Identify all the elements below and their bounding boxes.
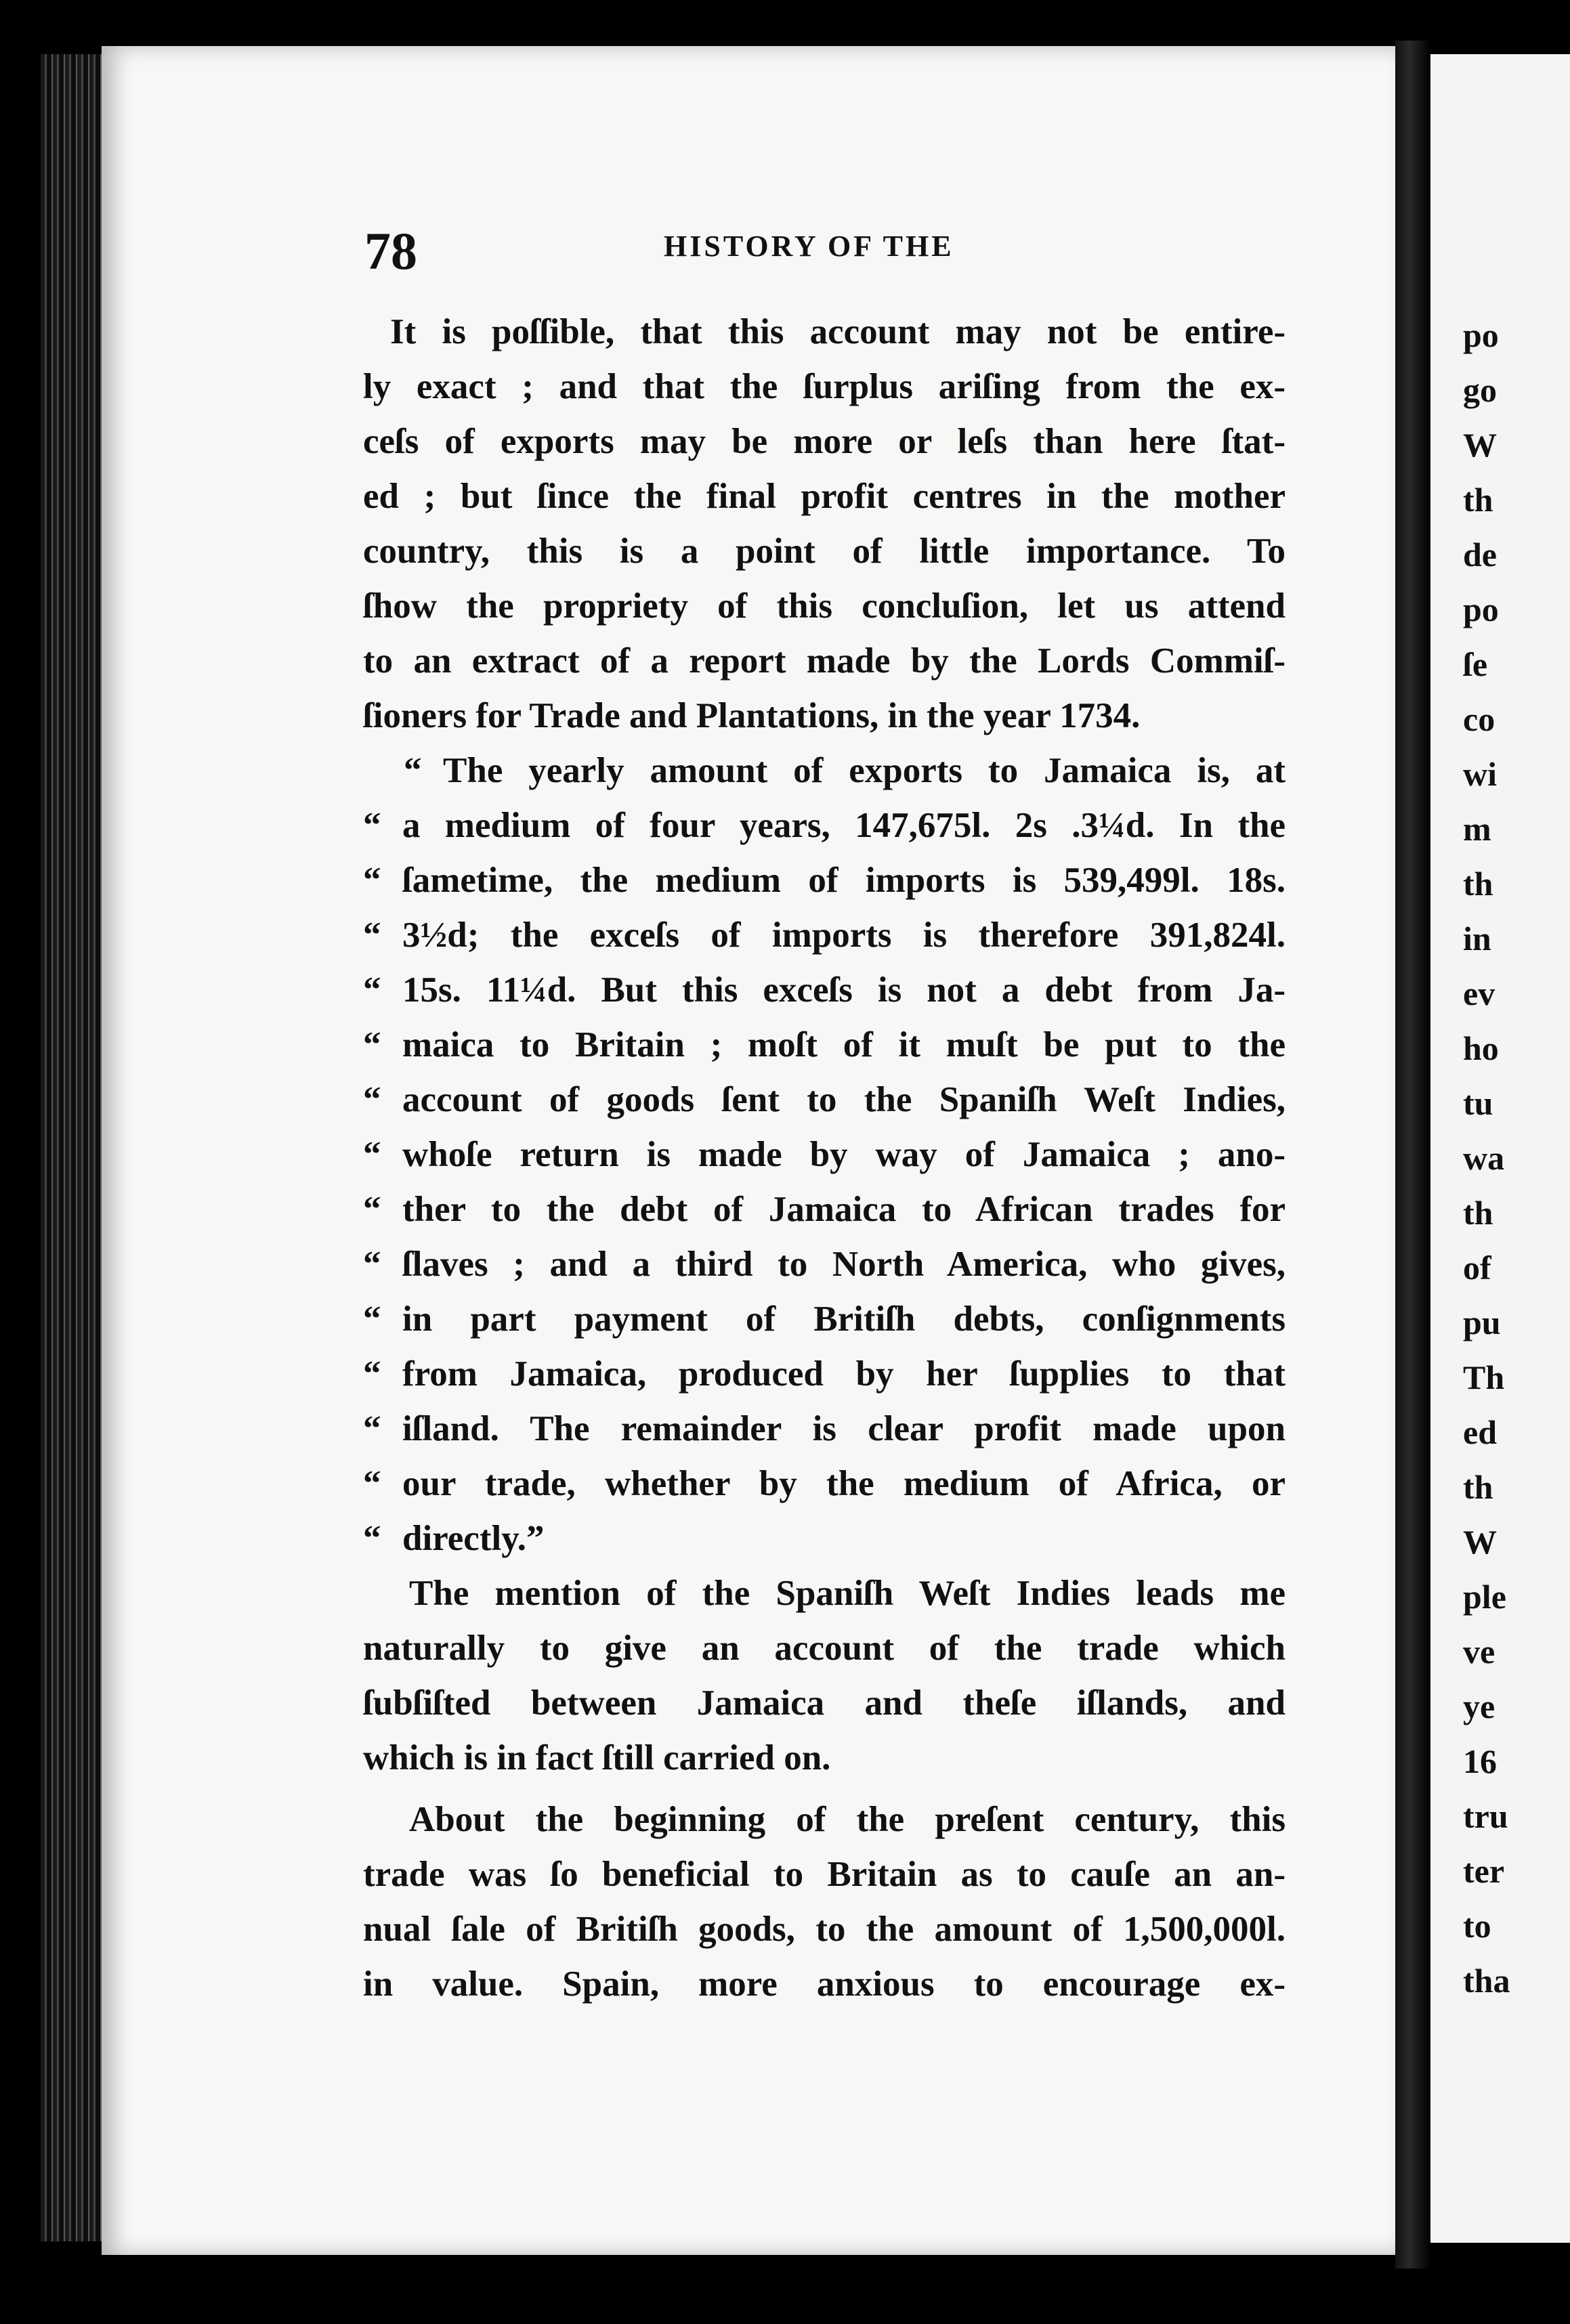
text-line: ed ; but ſince the final profit centres in the mother bbox=[363, 477, 1286, 516]
quote-mark: “ bbox=[363, 1190, 381, 1229]
facing-page-fragment: ho bbox=[1463, 1029, 1499, 1067]
quote-mark: “ bbox=[363, 806, 381, 845]
facing-page-fragment: of bbox=[1463, 1249, 1491, 1287]
quote-line: “ in part payment of Britiſh debts, conſignments bbox=[363, 1295, 1286, 1343]
quote-line: “ maica to Britain ; moſt of it muſt be put to the bbox=[363, 1021, 1286, 1069]
facing-page-fragment: W bbox=[1463, 1523, 1497, 1561]
facing-page-fragment: ye bbox=[1463, 1687, 1495, 1725]
quote-line: “ iſland. The remainder is clear profit made upon bbox=[363, 1405, 1286, 1452]
text-line: ſhow the propriety of this concluſion, let us attend bbox=[363, 586, 1286, 626]
page-number: 78 bbox=[364, 221, 417, 280]
facing-page-fragment: ſe bbox=[1463, 645, 1488, 683]
facing-page-fragment: 16 bbox=[1463, 1742, 1497, 1780]
quote-mark: “ bbox=[363, 1464, 381, 1503]
quote-line: “ The yearly amount of exports to Jamaica is, at bbox=[404, 747, 1286, 794]
facing-page-fragment: m bbox=[1463, 810, 1491, 848]
facing-page-fragment: po bbox=[1463, 316, 1499, 354]
facing-page-fragment: de bbox=[1463, 536, 1497, 574]
text-line: in value. Spain, more anxious to encourage ex- bbox=[363, 1964, 1286, 2004]
quote-mark: “ bbox=[363, 1245, 381, 1284]
quote-line: “ 3½d; the exceſs of imports is therefore 391,824l. bbox=[363, 911, 1286, 959]
running-head: HISTORY OF THE bbox=[664, 230, 954, 263]
facing-page-fragment: ple bbox=[1463, 1578, 1506, 1616]
quote-mark: “ bbox=[363, 1135, 381, 1174]
quote-mark: “ bbox=[363, 1409, 381, 1448]
facing-page-fragment: ter bbox=[1463, 1852, 1505, 1890]
quote-line: “ account of goods ſent to the Spaniſh Weſt Indies, bbox=[363, 1076, 1286, 1123]
facing-page-fragment: wi bbox=[1463, 755, 1497, 793]
facing-page-fragment: th bbox=[1463, 1194, 1493, 1232]
facing-page-fragment: ed bbox=[1463, 1413, 1497, 1451]
text-line: ceſs of exports may be more or leſs than here ſtat- bbox=[363, 422, 1286, 461]
quote-line: “ ſametime, the medium of imports is 539,499l. 18s. bbox=[363, 857, 1286, 904]
text-line: country, this is a point of little importance. To bbox=[363, 532, 1286, 571]
facing-page-fragment: in bbox=[1463, 920, 1491, 957]
facing-page-fragment: th bbox=[1463, 481, 1493, 519]
text-line: The mention of the Spaniſh Weſt Indies leads me bbox=[409, 1574, 1286, 1613]
quote-line: “ 15s. 11¼d. But this exceſs is not a debt from Ja- bbox=[363, 966, 1286, 1014]
facing-page-fragment: tu bbox=[1463, 1084, 1493, 1122]
facing-page-fragment: tru bbox=[1463, 1797, 1508, 1835]
quote-mark: “ bbox=[363, 1354, 381, 1394]
text-line: ſubſiſted between Jamaica and theſe iſlands, and bbox=[363, 1683, 1286, 1723]
facing-page-fragment: go bbox=[1463, 371, 1497, 409]
text-line: ſioners for Trade and Plantations, in the year 1734. bbox=[363, 696, 1141, 735]
quote-mark: “ bbox=[363, 916, 381, 955]
facing-page-fragment: th bbox=[1463, 1468, 1493, 1506]
facing-page-fragment: wa bbox=[1463, 1139, 1505, 1177]
text-line: It is poſſible, that this account may not be entire- bbox=[390, 312, 1286, 351]
quote-line: “ our trade, whether by the medium of Africa, or bbox=[363, 1460, 1286, 1507]
facing-page-fragment: th bbox=[1463, 865, 1493, 903]
facing-page-fragment: tha bbox=[1463, 1962, 1510, 2000]
facing-page-fragment: to bbox=[1463, 1907, 1491, 1945]
quote-line: “ ther to the debt of Jamaica to African trades for bbox=[363, 1186, 1286, 1233]
quote-line: “ ſlaves ; and a third to North America, who gives, bbox=[363, 1241, 1286, 1288]
quote-mark: “ bbox=[363, 1519, 381, 1558]
quote-mark: “ bbox=[363, 1299, 381, 1339]
text-line: ly exact ; and that the ſurplus ariſing from the ex- bbox=[363, 367, 1286, 406]
facing-page-fragment: Th bbox=[1463, 1358, 1505, 1396]
facing-page-fragment: ve bbox=[1463, 1633, 1495, 1671]
facing-page-fragment: pu bbox=[1463, 1304, 1501, 1341]
facing-page-fragment: W bbox=[1463, 426, 1497, 464]
text-line: nual ſale of Britiſh goods, to the amount of 1,500,000l. bbox=[363, 1910, 1286, 1949]
book-gutter bbox=[1395, 41, 1430, 2268]
quote-line: “ directly.” bbox=[363, 1515, 1286, 1562]
quote-mark: “ bbox=[363, 1025, 381, 1064]
quote-line: “ from Jamaica, produced by her ſupplies to that bbox=[363, 1350, 1286, 1398]
quote-mark: “ bbox=[363, 861, 381, 900]
text-line: to an extract of a report made by the Lords Commiſ- bbox=[363, 641, 1286, 681]
facing-page-fragment: po bbox=[1463, 590, 1499, 628]
quote-mark: “ bbox=[404, 751, 422, 790]
quote-line: “ a medium of four years, 147,675l. 2s .3¼d. In the bbox=[363, 802, 1286, 849]
text-line: About the beginning of the preſent century, this bbox=[409, 1800, 1286, 1839]
text-line: trade was ſo beneficial to Britain as to cauſe an an- bbox=[363, 1855, 1286, 1894]
facing-page-fragment: ev bbox=[1463, 974, 1495, 1012]
quote-line: “ whoſe return is made by way of Jamaica ; ano- bbox=[363, 1131, 1286, 1178]
text-line: which is in fact ſtill carried on. bbox=[363, 1738, 831, 1778]
text-line: naturally to give an account of the trade which bbox=[363, 1629, 1286, 1668]
facing-page-fragment: co bbox=[1463, 700, 1495, 738]
quote-mark: “ bbox=[363, 1080, 381, 1119]
quote-mark: “ bbox=[363, 970, 381, 1010]
